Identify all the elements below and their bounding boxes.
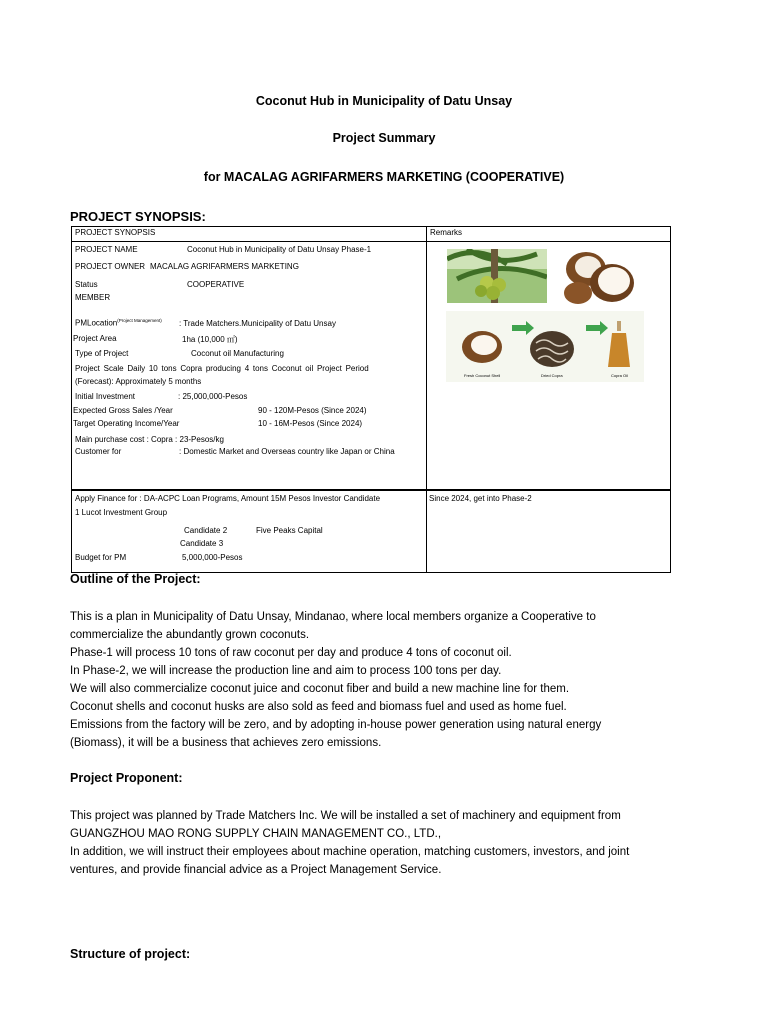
customer-label: Customer for	[75, 447, 122, 456]
project-name-label: PROJECT NAME	[75, 245, 138, 254]
candidate2-value: Five Peaks Capital	[256, 526, 323, 535]
outline-heading: Outline of the Project:	[70, 572, 201, 586]
document-subtitle: Project Summary	[332, 131, 436, 145]
project-area-value: 1ha (10,000 ㎡)	[182, 335, 238, 344]
caption-fresh-shell: Fresh Coconut Shell	[464, 373, 501, 378]
operating-income-value: 10 - 16M-Pesos (Since 2024)	[258, 419, 363, 428]
finance-line1: Apply Finance for : DA-ACPC Loan Programs, Amount 15M Pesos Investor Candidate	[75, 494, 381, 503]
finance-remarks-cell	[427, 490, 671, 573]
outline-body	[70, 608, 700, 752]
outline-line: Emissions from the factory will be zero, and by adopting in-house power generation using natural energy	[70, 719, 602, 731]
document-title: Coconut Hub in Municipality of Datu Unsay	[255, 94, 513, 108]
project-scale-line2: (Forecast): Approximately 5 months	[75, 377, 202, 386]
caption-dried-copra: Dried Copra	[541, 373, 563, 378]
proponent-heading: Project Proponent:	[70, 771, 183, 785]
synopsis-col-header: PROJECT SYNOPSIS	[72, 227, 427, 242]
project-type-value: Coconut oil Manufacturing	[191, 349, 284, 358]
project-scale-line1: Project Scale Daily 10 tons Copra producing 4 tons Coconut oil Project Period	[75, 364, 369, 373]
pm-location-label: PMLocation$^{(Project Management)}$	[75, 318, 162, 328]
synopsis-details-cell	[72, 242, 427, 491]
structure-heading: Structure of project:	[70, 947, 191, 961]
pm-location-value: : Trade Matchers.Municipality of Datu Unsay	[179, 319, 336, 328]
finance-line2: 1 Lucot Investment Group	[75, 508, 168, 517]
initial-investment-label: Initial Investment	[75, 392, 136, 401]
budget-label: Budget for PM	[75, 553, 127, 562]
operating-income-label: Target Operating Income/Year	[73, 419, 180, 428]
pm-location-note: (Project Management)	[117, 318, 162, 323]
coconut-halves-image	[556, 245, 646, 308]
finance-cell	[72, 490, 427, 573]
project-area-label: Project Area	[73, 334, 117, 343]
proponent-line: GUANGZHOU MAO RONG SUPPLY CHAIN MANAGEMENT CO., LTD.,	[70, 828, 442, 840]
coconut-tree-image	[447, 249, 547, 303]
proponent-body	[70, 807, 710, 879]
status-value: COOPERATIVE	[187, 280, 245, 289]
outline-line: commercialize the abundantly grown coconuts.	[70, 629, 310, 641]
gross-sales-value: 90 - 120M-Pesos (Since 2024)	[258, 406, 367, 415]
finance-remarks: Since 2024, get into Phase-2	[429, 494, 532, 503]
remarks-col-header: Remarks	[427, 227, 671, 242]
outline-line: Phase-1 will process 10 tons of raw coconut per day and produce 4 tons of coconut oil.	[70, 647, 512, 659]
synopsis-heading: PROJECT SYNOPSIS:	[70, 209, 206, 224]
document-for-line: for MACALAG AGRIFARMERS MARKETING (COOPERATIVE)	[203, 170, 565, 184]
initial-investment-value: : 25,000,000-Pesos	[178, 392, 248, 401]
outline-line: In Phase-2, we will increase the production line and aim to process 100 tons per day.	[70, 665, 502, 677]
proponent-line: This project was planned by Trade Matchers Inc. We will be installed a set of machinery and equipment from	[70, 810, 621, 822]
outline-line: We will also commercialize coconut juice and coconut fiber and build a new machine line for them.	[70, 683, 570, 695]
project-owner-value: MACALAG AGRIFARMERS MARKETING	[150, 262, 299, 271]
proponent-line: ventures, and provide financial advice as a Project Management Service.	[70, 864, 442, 876]
status-label: Status	[75, 280, 98, 289]
member-label: MEMBER	[75, 293, 111, 302]
outline-line: This is a plan in Municipality of Datu Unsay, Mindanao, where local members organize a Cooperative to	[70, 611, 596, 623]
candidate3-label: Candidate 3	[180, 539, 224, 548]
project-name-value: Coconut Hub in Municipality of Datu Unsay Phase-1	[187, 245, 372, 254]
budget-value: 5,000,000-Pesos	[182, 553, 243, 562]
outline-line: (Biomass), it will be a business that achieves zero emissions.	[70, 737, 382, 749]
remarks-images-cell	[427, 242, 671, 491]
purchase-cost: Main purchase cost : Copra : 23-Pesos/kg	[75, 435, 224, 444]
gross-sales-label: Expected Gross Sales /Year	[73, 406, 173, 415]
outline-line: Coconut shells and coconut husks are also sold as feed and biomass fuel and used as home fuel.	[70, 701, 567, 713]
caption-copra-oil: Copra Oil	[611, 373, 628, 378]
copra-process-image	[446, 311, 644, 382]
candidate2-label: Candidate 2	[184, 526, 228, 535]
synopsis-table	[71, 226, 671, 573]
project-owner-label: PROJECT OWNER	[75, 262, 146, 271]
project-type-label: Type of Project	[75, 349, 129, 358]
proponent-line: In addition, we will instruct their employees about machine operation, matching customers, investors, and joint	[70, 846, 630, 858]
customer-value: : Domestic Market and Overseas country like Japan or China	[179, 447, 395, 456]
